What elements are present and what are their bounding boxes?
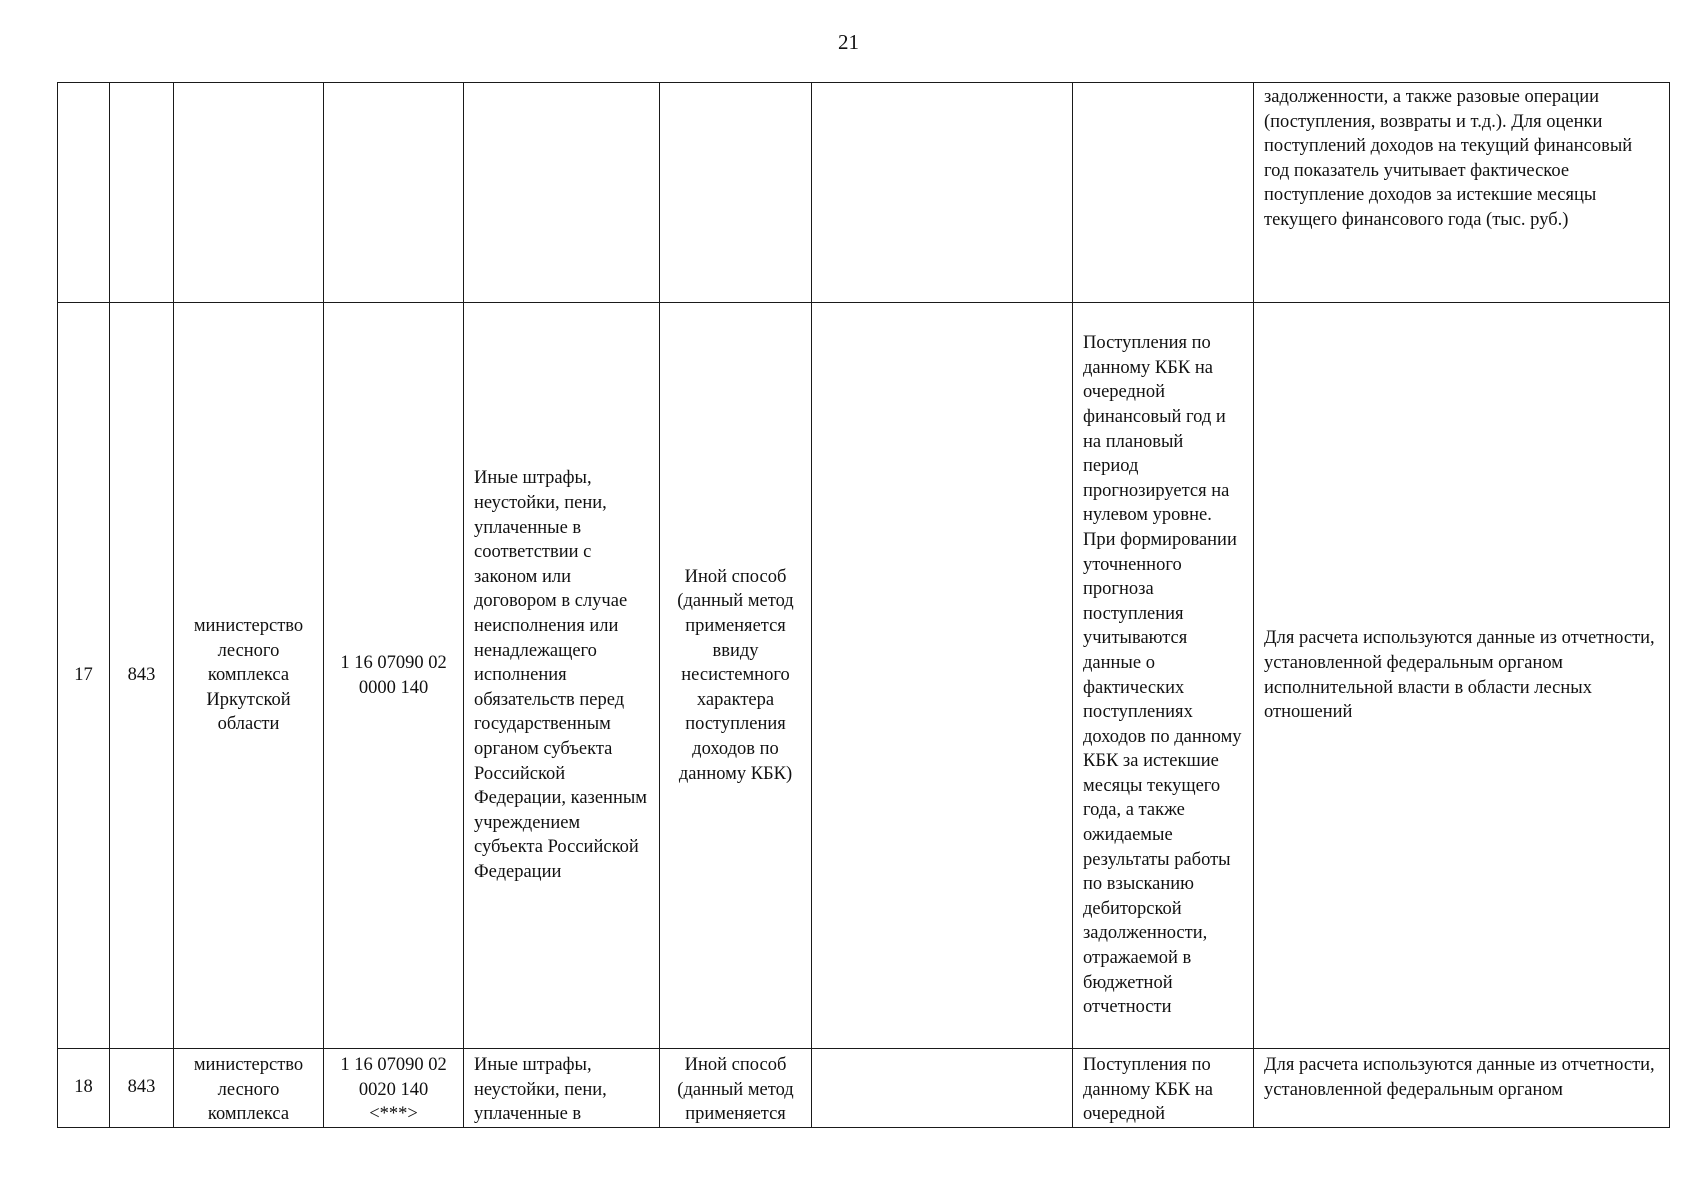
- cell-income-name: [464, 1049, 660, 1128]
- cell-admin-code: [110, 1049, 174, 1128]
- cell-number: [58, 1049, 110, 1128]
- cell-income-name: [464, 83, 660, 303]
- cell-income-name: Иные штрафы, неустойки, пени, уплаченные в соответствии с законом или договором в случае неисполнения или ненадлежащего исполнения обязательств перед государственным органом субъекта Российской Федерации, казенным учреждением субъекта Российской Федерации: [464, 303, 660, 1049]
- cell-method: [660, 83, 812, 303]
- cell-method-description: задолженности, а также разовые операции (поступления, возвраты и т.д.). Для оценки поступлений доходов на текущий финансовый год показатель учитывает фактическое поступление доходов за истекшие месяцы текущего финансового года (тыс. руб.): [1254, 83, 1670, 303]
- cell-admin-name: [174, 1049, 324, 1128]
- table-row-continuation: [58, 83, 1670, 303]
- cell-kbk: [324, 83, 464, 303]
- cell-algorithm: [1073, 83, 1254, 303]
- algorithm-text: Поступления по данному КБК на очередной: [1083, 1055, 1213, 1125]
- forecast-methods-table: [57, 82, 1670, 1128]
- cell-formula: [812, 303, 1073, 1049]
- table-row-18: [58, 1049, 1670, 1128]
- admin-code-text: 843: [127, 1077, 156, 1097]
- row-number-text: 18: [74, 1077, 93, 1097]
- admin-name-text: министерство лесного комплекса: [193, 1055, 304, 1125]
- cell-admin-code: [110, 83, 174, 303]
- cell-algorithm: Поступления по данному КБК на очередной финансовый год и на плановый период прогнозируется на нулевом уровне. При формировании уточненного прогноза поступления учитываются данные о фактических поступлениях доходов по данному КБК за истекшие месяцы текущего года, а также ожидаемые результаты работы по взысканию дебиторской задолженности, отражаемой в бюджетной отчетности: [1073, 303, 1254, 1049]
- cell-method: [660, 1049, 812, 1128]
- page-number: 21: [838, 30, 859, 54]
- cell-admin-name: министерство лесного комплекса Иркутской области: [174, 303, 324, 1049]
- cell-method: Иной способ (данный метод применяется ввиду несистемного характера поступления доходов по данному КБК): [660, 303, 812, 1049]
- cell-number: [58, 83, 110, 303]
- table-row-17: [58, 303, 1670, 1049]
- cell-formula: [812, 83, 1073, 303]
- cell-algorithm: [1073, 1049, 1254, 1128]
- cell-kbk: 1 16 07090 02 0000 140: [324, 303, 464, 1049]
- cell-data-source: Для расчета используются данные из отчетности, установленной федеральным органом исполнительной власти в области лесных отношений: [1254, 303, 1670, 1049]
- data-source-text: Для расчета используются данные из отчетности, установленной федеральным органом: [1264, 1055, 1655, 1100]
- kbk-text: 1 16 07090 02 0020 140 <***>: [340, 1055, 447, 1125]
- cell-admin-code: 843: [110, 303, 174, 1049]
- cell-number: 17: [58, 303, 110, 1049]
- income-name-text: Иные штрафы, неустойки, пени, уплаченные в: [474, 1055, 607, 1125]
- cell-formula: [812, 1049, 1073, 1128]
- cell-kbk: [324, 1049, 464, 1128]
- cell-data-source: [1254, 1049, 1670, 1128]
- method-text: Иной способ (данный метод применяется: [677, 1055, 794, 1125]
- cell-admin-name: [174, 83, 324, 303]
